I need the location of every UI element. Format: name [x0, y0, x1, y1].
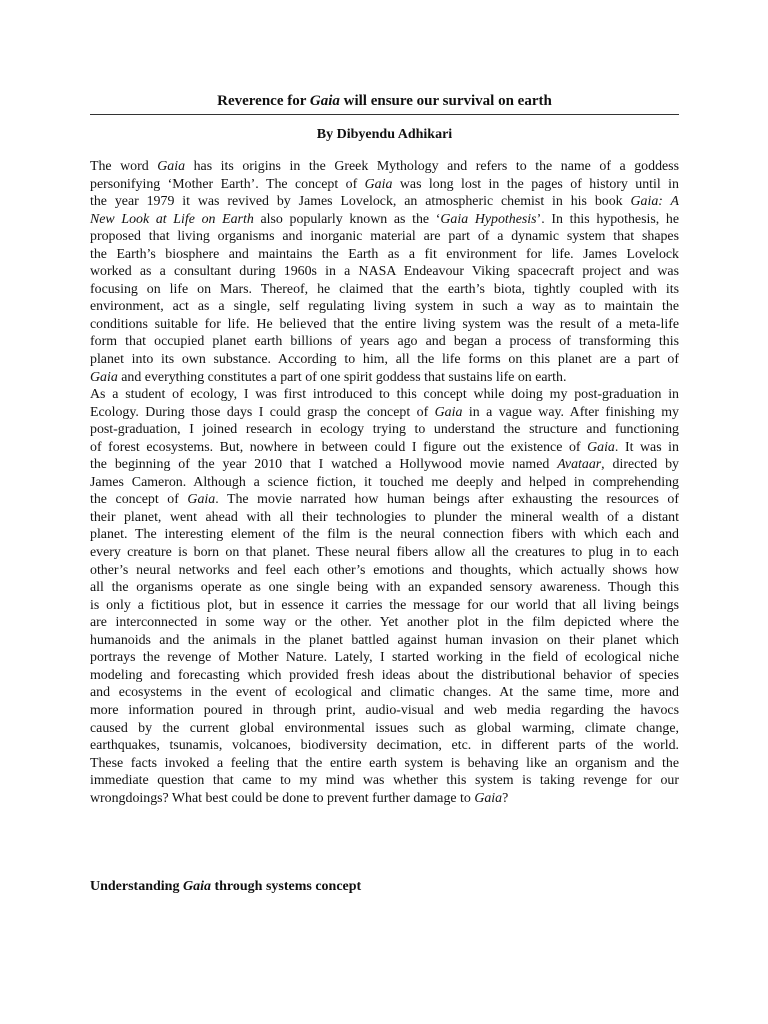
text-line: the beginning of the year 2010 that I watched a Hollywood movie named Avataar, directed by: [90, 457, 680, 473]
text-line: wrongdoings? What best could be done to prevent further damage to Gaia?: [90, 790, 509, 806]
text-line: the year 1979 it was revived by James Lovelock, an atmospheric chemist in his book Gaia: A: [90, 194, 679, 210]
text-line: worked as a consultant during 1960s in a NASA Endeavour Viking spacecraft project and was: [90, 264, 679, 280]
text-line: Gaia and everything constitutes a part of one spirit goddess that sustains life on earth.: [90, 369, 567, 385]
document-title: Reverence for Gaia will ensure our survival on earth: [90, 90, 679, 115]
text-line: These facts invoked a feeling that the entire earth system is behaving like an organism and the: [90, 755, 679, 771]
text-line: of forest ecosystems. But, nowhere in between could I figure out the existence of Gaia. It was in: [90, 439, 679, 455]
text-line: conditions suitable for life. He believed that the entire living system was the result of a meta-life: [90, 316, 679, 332]
text-line: the concept of Gaia. The movie narrated how human beings after exhausting the resources of: [90, 492, 680, 508]
text-line: their planet, went ahead with all their technologies to plunder the mineral wealth of a distant: [90, 509, 679, 525]
text-line: portrays the revenge of Mother Nature. Lately, I started working in the field of ecological niche: [90, 650, 679, 666]
text-line: is only a fictitious plot, but in essence it carries the message for our world that all living beings: [90, 597, 679, 613]
text-line: personifying ‘Mother Earth’. The concept of Gaia was long lost in the pages of history until in: [90, 176, 679, 192]
text-line: humanoids and the animals in the planet battled against human invasion on their planet which: [90, 632, 679, 648]
text-line: caused by the current global environmental issues such as global warming, climate change,: [90, 720, 679, 736]
text-line: The word Gaia has its origins in the Greek Mythology and refers to the name of a goddess: [90, 159, 679, 174]
paragraph-gaia-origins: [90, 158, 679, 386]
paragraph-student-of-ecology: [90, 386, 679, 807]
text-line: focusing on life on Mars. Thereof, he claimed that the earth’s biota, tightly coupled with its: [90, 281, 679, 297]
text-line: James Cameron. Although a science fiction, it touched me deeply and helped in comprehending: [90, 474, 679, 490]
text-line: form that occupied planet earth billions of years ago and began a process of transforming this: [90, 334, 679, 350]
text-line: planet. The interesting element of the film is the neural connection fibers with which each and: [90, 527, 679, 543]
text-line: every creature is born on that planet. These neural fibers allow all the creatures to plug in to each: [90, 545, 679, 561]
document-page: [90, 90, 680, 894]
text-line: are interconnected in some way or the other. Yet another plot in the film depicted where the: [90, 615, 679, 631]
text-line: New Look at Life on Earth also popularly known as the ‘Gaia Hypothesis’. In this hypothesis, he: [90, 211, 679, 227]
text-line: immediate question that came to my mind was whether this system is taking revenge for our: [90, 773, 679, 789]
text-line: and ecosystems in the event of ecological and climatic changes. At the same time, more and: [90, 685, 679, 701]
text-line: planet into its own substance. According to him, all the life forms on this planet are a part of: [90, 352, 679, 368]
text-line: the Earth’s biosphere and maintains the Earth as a fit environment for life. James Lovelock: [90, 246, 679, 262]
author-byline: By Dibyendu Adhikari: [316, 127, 453, 142]
text-line: As a student of ecology, I was first introduced to this concept while doing my post-graduation in: [90, 387, 679, 403]
section-heading: Understanding Gaia through systems concept: [90, 879, 362, 894]
text-line: other’s neural networks and feel each other’s emotions and thoughts, which actually shows how: [90, 562, 679, 578]
text-line: more information poured in through print, audio-visual and web media regarding the havocs: [90, 702, 679, 718]
text-line: Ecology. During those days I could grasp the concept of Gaia in a vague way. After finishing my: [90, 404, 679, 420]
text-line: post-graduation, I joined research in ecology trying to understand the structure and functioning: [90, 422, 679, 438]
text-line: environment, act as a single, self regulating living system in such a way as to maintain the: [90, 299, 679, 315]
text-line: all the organisms operate as one single being with an expanded sensory awareness. Though this: [90, 580, 679, 596]
text-line: earthquakes, tsunamis, volcanoes, biodiversity decimation, etc. in different parts of the world.: [90, 738, 679, 754]
text-line: proposed that living organisms and inorganic material are part of a dynamic system that shapes: [90, 229, 679, 245]
text-line: modeling and forecasting which provided fresh ideas about the distributional behavior of species: [90, 667, 679, 683]
